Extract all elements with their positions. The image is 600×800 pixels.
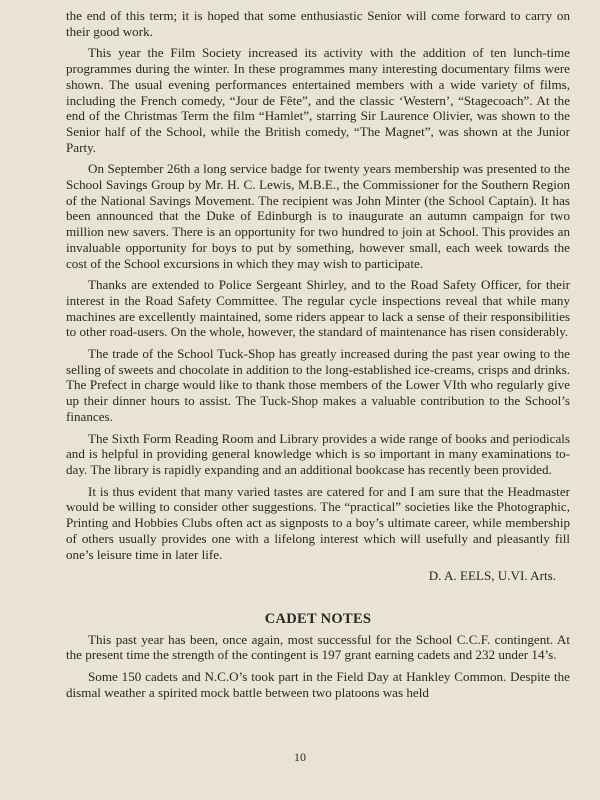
section-heading: CADET NOTES: [264, 610, 372, 627]
author-signature: D. A. EELS, U.VI. Arts.: [428, 568, 556, 584]
paragraph-conclusion: It is thus evident that many varied tastes are catered for and I am sure that the Headmaster would be willing to consider other suggestions. The “practical” societies like the Photographic, Printing and Hobbies Clubs often act as signposts to a boy’s ultimate career, while membership of others usually provides one with a lifelong interest which will usefully and pleasantly fill one’s leisure time in later life.: [66, 483, 570, 562]
paragraph-library: The Sixth Form Reading Room and Library provides a wide range of books and periodicals and is helpful in providing general knowledge which is so important in many examinations to-day. The library is rapidly expanding and an additional bookcase has recently been provided.: [66, 430, 570, 477]
paragraph-field-day: Some 150 cadets and N.C.O’s took part in the Field Day at Hankley Common. Despite the dismal weather a spirited mock battle between two platoons was held: [66, 669, 570, 700]
paragraph-tuck-shop: The trade of the School Tuck-Shop has greatly increased during the past year owing to the selling of sweets and chocolate in addition to the long-established ice-creams, crisps and drinks. The Prefect in charge would like to thank those members of the Lower VIth who regularly give up their dinner hours to assist. The Tuck-Shop makes a valuable contribution to the School’s finances.: [66, 346, 570, 424]
paragraph-film-society: This year the Film Society increased its activity with the addition of ten lunch-time programmes during the winter. In these programmes many interesting documentary films were shown. The usual evening performances entertained members with a wide variety of films, including the French comedy, “Jour de Fête”, and the classic ‘Western’, “Stagecoach”. At the end of the Christmas Term the film “Hamlet”, starring Sir Laurence Olivier, was shown to the Senior half of the School, while the British comedy, “The Magnet”, was shown at the Junior Party.: [66, 45, 570, 155]
page-number: 10: [294, 750, 306, 764]
paragraph-school-savings: On September 26th a long service badge for twenty years membership was presented to the School Savings Group by Mr. H. C. Lewis, M.B.E., the Commissioner for the Southern Region of the National Savings Movement. The recipient was John Minter (the School Captain). It has been announced that the Duke of Edinburgh is to inaugurate an autumn campaign for two million new savers. There is an opportunity for two hundred to join at School. This provides an invaluable opportunity for boys to put by something, however small, each week towards the cost of the School excursions in which they may wish to participate.: [66, 161, 570, 271]
paragraph-cadet-contingent: This past year has been, once again, most successful for the School C.C.F. contingent. At the present time the strength of the contingent is 197 grant earning cadets and 232 under 14’s.: [66, 631, 570, 663]
paragraph-continuation: the end of this term; it is hoped that some enthusiastic Senior will come forward to carry on their good work.: [66, 8, 570, 39]
paragraph-road-safety: Thanks are extended to Police Sergeant Shirley, and to the Road Safety Officer, for their interest in the Road Safety Committee. The regular cycle inspections reveal that while many machines are excellently maintained, some riders appear to lack a sense of their responsibilities to other road-users. On the whole, however, the standard of maintenance has risen considerably.: [66, 277, 570, 340]
